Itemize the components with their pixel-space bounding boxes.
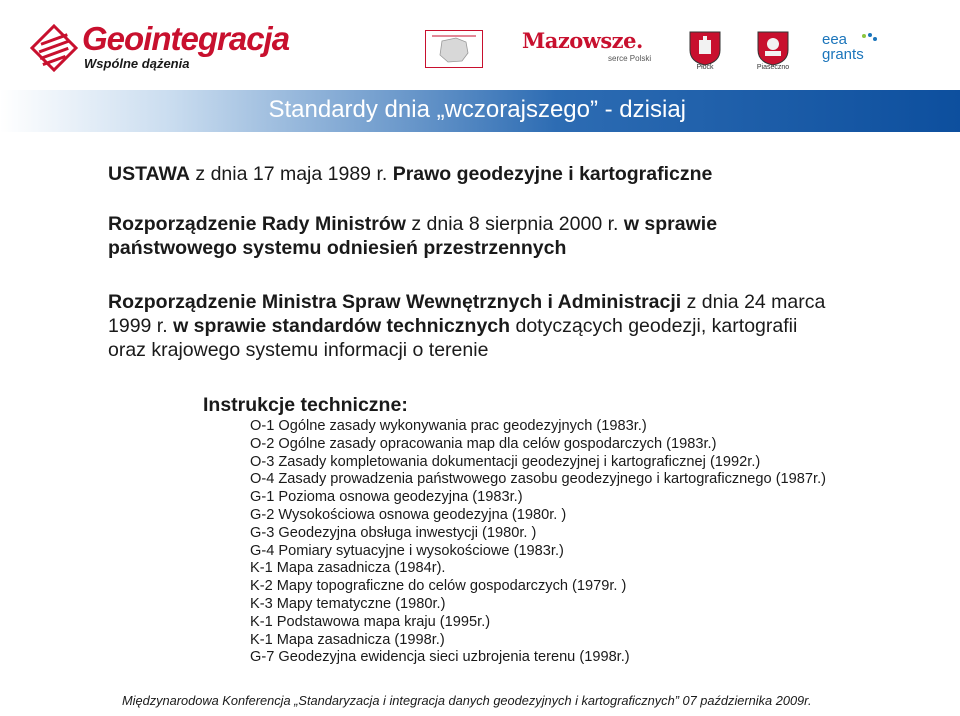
regulation-council-subject: państwowego systemu odniesień przestrzennych xyxy=(108,237,567,259)
list-item: K-3 Mapy tematyczne (1980r.) xyxy=(250,595,446,612)
regulation-ministry-line1 xyxy=(108,290,825,314)
mazowsze-logo xyxy=(522,28,662,68)
geointegracja-name: Geointegracja xyxy=(82,20,290,57)
eea-grants-logo xyxy=(822,32,882,68)
list-item: G-3 Geodezyjna obsługa inwestycji (1980r. ) xyxy=(250,524,537,541)
act-paragraph xyxy=(108,162,712,186)
regulation-ministry-subject: w sprawie standardów technicznych xyxy=(173,315,511,337)
list-item: K-1 Mapa zasadnicza (1998r.) xyxy=(250,631,445,648)
regulation-council-line2 xyxy=(108,236,717,260)
regulation-ministry-line2 xyxy=(108,314,825,338)
regulation-ministry-date-part2: 1999 r. xyxy=(108,315,174,337)
list-item: O-4 Zasady prowadzenia państwowego zasobu geodezyjnego i kartograficznego (1987r.) xyxy=(250,471,826,488)
piaseczno-label: Piaseczno xyxy=(756,64,790,71)
list-item: G-1 Pozioma osnowa geodezyjna (1983r.) xyxy=(250,489,523,506)
regulation-council-matter: w sprawie xyxy=(623,213,718,235)
eea-dots-icon xyxy=(860,32,880,46)
list-item: K-1 Mapa zasadnicza (1984r). xyxy=(250,560,446,577)
list-item: O-2 Ogólne zasady opracowania map dla celów gospodarczych (1983r.) xyxy=(250,435,717,452)
list-item: O-1 Ogólne zasady wykonywania prac geodezyjnych (1983r.) xyxy=(250,418,647,434)
list-item: G-4 Pomiary sytuacyjne i wysokościowe (1983r.) xyxy=(250,542,564,559)
regulation-ministry-paragraph xyxy=(108,290,825,362)
list-item: K-1 Podstawowa mapa kraju (1995r.) xyxy=(250,613,491,630)
regulation-council-line1 xyxy=(108,212,717,236)
regulation-council-paragraph xyxy=(108,212,717,260)
logo-bar xyxy=(0,0,960,88)
slide-title: Standardy dnia „wczorajszego” - dzisiaj xyxy=(268,96,686,123)
list-item: G-7 Geodezyjna ewidencja sieci uzbrojenia terenu (1998r.) xyxy=(250,649,630,666)
gugik-logo xyxy=(425,30,483,68)
title-banner xyxy=(0,90,960,132)
geointegracja-logo xyxy=(30,20,310,76)
mazowsze-tagline: serce Polski xyxy=(608,54,652,63)
piaseczno-crest-icon xyxy=(756,30,790,66)
instructions-heading: Instrukcje techniczne: xyxy=(203,394,408,416)
eea-name-line1: eea xyxy=(822,31,848,48)
poland-map-icon xyxy=(426,31,482,67)
regulation-ministry-date-part1: z dnia 24 marca xyxy=(681,291,826,313)
regulation-ministry-line3 xyxy=(108,338,825,362)
geointegracja-mark-icon xyxy=(30,24,78,72)
regulation-ministry-issuer: Rozporządzenie Ministra Spraw Wewnętrznych i Administracji xyxy=(108,291,682,313)
regulation-ministry-scope-part1: dotyczących geodezji, kartografii xyxy=(510,315,798,337)
act-title: Prawo geodezyjne i kartograficzne xyxy=(392,163,713,185)
regulation-ministry-scope-part2: oraz krajowego systemu informacji o terenie xyxy=(108,339,489,361)
conference-footer: Międzynarodowa Konferencja „Standaryzacja i integracja danych geodezyjnych i kartograficznych” 07 października 2009r. xyxy=(122,693,812,708)
geointegracja-tagline: Wspólne dążenia xyxy=(84,56,190,71)
instructions-list xyxy=(250,418,826,667)
act-date: z dnia 17 maja 1989 r. xyxy=(189,163,393,185)
mazowsze-name: Mazowsze. xyxy=(522,28,643,53)
plock-label: Płock xyxy=(696,64,714,71)
list-item: O-3 Zasady kompletowania dokumentacji geodezyjnej i kartograficznej (1992r.) xyxy=(250,453,761,470)
regulation-council-date: z dnia 8 sierpnia 2000 r. xyxy=(405,213,624,235)
act-label: USTAWA xyxy=(108,163,190,185)
eea-name-line2: grants xyxy=(822,46,864,63)
list-item: G-2 Wysokościowa osnowa geodezyjna (1980r. ) xyxy=(250,506,567,523)
plock-crest-icon xyxy=(688,30,722,66)
list-item: K-2 Mapy topograficzne do celów gospodarczych (1979r. ) xyxy=(250,578,627,595)
regulation-council-issuer: Rozporządzenie Rady Ministrów xyxy=(108,213,406,235)
